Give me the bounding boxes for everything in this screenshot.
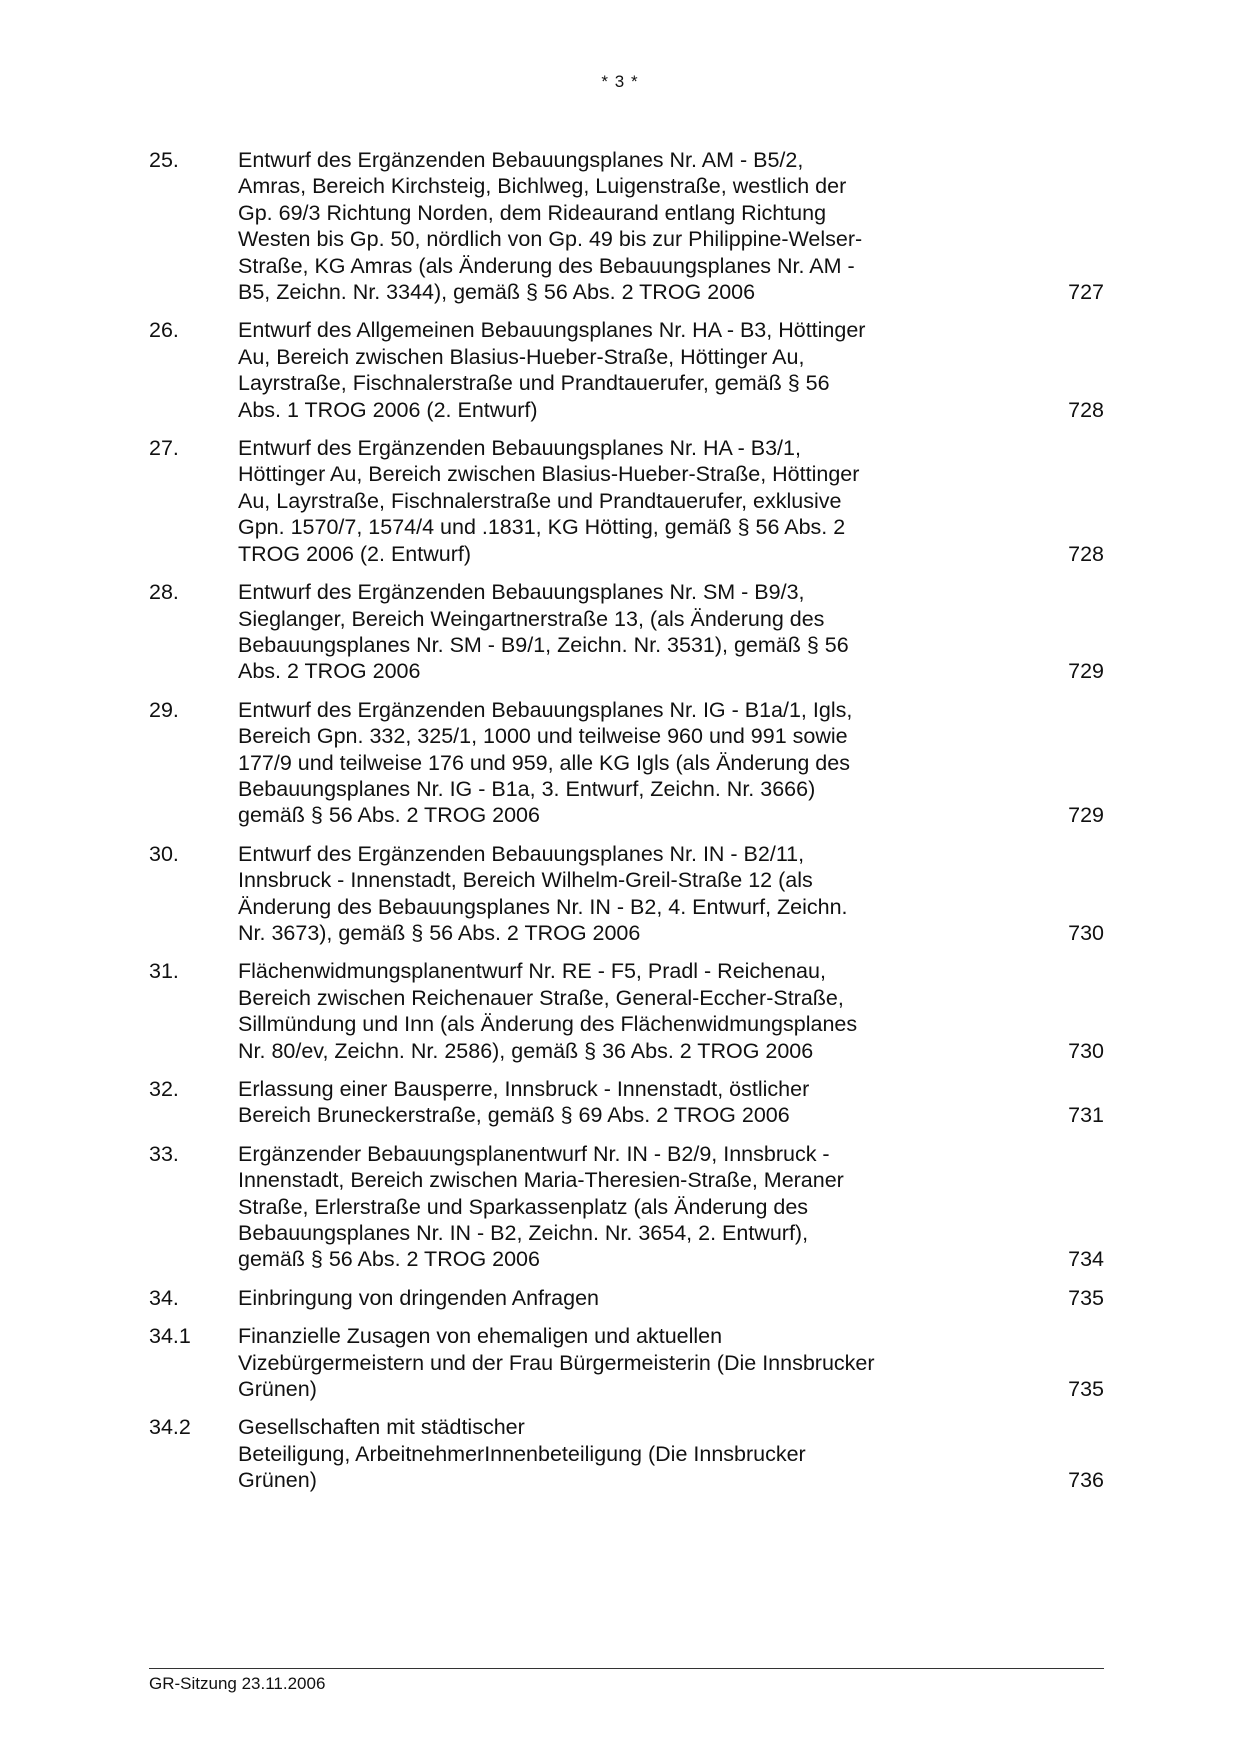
entry-number: 28.	[149, 580, 179, 605]
entry-page-number: 729	[1068, 803, 1104, 828]
entry-title: Entwurf des Ergänzenden Bebauungsplanes Nr. IN - B2/11, Innsbruck - Innenstadt, Bereich Wilhelm-Greil-Straße 12 (als Änderung des Bebauungsplanes Nr. IN - B2, 4. Entwurf, Zeichn. Nr. 3673), gemäß § 56 Abs. 2 TROG 2006	[238, 841, 848, 945]
entry-title: Ergänzender Bebauungsplanentwurf Nr. IN - B2/9, Innsbruck - Innenstadt, Bereich zwischen Maria-Theresien-Straße, Meraner Straße, Erlerstraße und Sparkassenplatz (als Änderung des Bebauungsplanes Nr. IN - B2, Zeichn. Nr. 3654, 2. Entwurf), gemäß § 56 Abs. 2 TROG 2006	[238, 1141, 844, 1272]
entry-page-number: 729	[1068, 659, 1104, 684]
entry-number: 27.	[149, 436, 179, 461]
entry-title: Erlassung einer Bausperre, Innsbruck - Innenstadt, östlicher Bereich Bruneckerstraße, gemäß § 69 Abs. 2 TROG 2006	[238, 1077, 810, 1128]
entry-number: 31.	[149, 959, 179, 984]
entry-page-number: 735	[1068, 1377, 1104, 1402]
entry-page-number: 735	[1068, 1285, 1104, 1310]
toc-entry-27	[149, 435, 1111, 567]
toc-entry-34	[149, 1285, 1111, 1311]
toc-entry-33	[149, 1141, 1111, 1273]
entry-number: 34.1	[149, 1324, 191, 1349]
entry-title: Entwurf des Ergänzenden Bebauungsplanes Nr. SM - B9/3, Sieglanger, Bereich Weingartnerstraße 13, (als Änderung des Bebauungsplanes Nr. SM - B9/1, Zeichn. Nr. 3531), gemäß § 56 Abs. 2 TROG 2006	[238, 580, 849, 684]
entry-title: Entwurf des Ergänzenden Bebauungsplanes Nr. AM - B5/2, Amras, Bereich Kirchsteig, Bichlweg, Luigenstraße, westlich der Gp. 69/3 Richtung Norden, dem Rideaurand entlang Richtung Westen bis Gp. 50, nördlich von Gp. 49 bis zur Philippine-Welser- Straße, KG Amras (als Änderung des Bebauungsplanes Nr. AM - B5, Zeichn. Nr. 3344), gemäß § 56 Abs. 2 TROG 2006	[238, 148, 863, 305]
toc-entry-26	[149, 317, 1111, 423]
toc-entry-32	[149, 1076, 1111, 1129]
entry-number: 33.	[149, 1141, 179, 1166]
entry-page-number: 734	[1068, 1247, 1104, 1272]
toc-entry-25	[149, 147, 1111, 305]
entry-page-number: 730	[1068, 920, 1104, 945]
entry-title: Gesellschaften mit städtischer Beteiligung, ArbeitnehmerInnenbeteiligung (Die Innsbrucker Grünen)	[238, 1415, 806, 1493]
entry-title: Entwurf des Ergänzenden Bebauungsplanes Nr. IG - B1a/1, Igls, Bereich Gpn. 332, 325/1, 1000 und teilweise 960 und 991 sowie 177/9 und teilweise 176 und 959, alle KG Igls (als Änderung des Bebauungsplanes Nr. IG - B1a, 3. Entwurf, Zeichn. Nr. 3666) gemäß § 56 Abs. 2 TROG 2006	[238, 697, 853, 828]
page-number: * 3 *	[601, 72, 639, 91]
entry-number: 26.	[149, 318, 179, 343]
toc-entry-31	[149, 958, 1111, 1064]
toc-entry-30	[149, 841, 1111, 947]
entry-page-number: 728	[1068, 397, 1104, 422]
toc-entry-34-1	[149, 1323, 1111, 1402]
entry-title: Finanzielle Zusagen von ehemaligen und aktuellen Vizebürgermeistern und der Frau Bürgermeisterin (Die Innsbrucker Grünen)	[238, 1324, 875, 1402]
entry-number: 30.	[149, 841, 179, 866]
footer-meeting-date: GR-Sitzung 23.11.2006	[149, 1674, 326, 1693]
entry-number: 25.	[149, 148, 179, 172]
entry-number: 32.	[149, 1077, 179, 1101]
entry-page-number: 730	[1068, 1038, 1104, 1063]
entry-title: Entwurf des Ergänzenden Bebauungsplanes Nr. HA - B3/1, Höttinger Au, Bereich zwischen Blasius-Hueber-Straße, Höttinger Au, Layrstraße, Fischnalerstraße und Prandtauerufer, exklusive Gpn. 1570/7, 1574/4 und .1831, KG Hötting, gemäß § 56 Abs. 2 TROG 2006 (2. Entwurf)	[238, 436, 860, 566]
toc-entry-28	[149, 579, 1111, 685]
entry-title: Flächenwidmungsplanentwurf Nr. RE - F5, Pradl - Reichenau, Bereich zwischen Reichenauer Straße, General-Eccher-Straße, Sillmündung und Inn (als Änderung des Flächenwidmungsplanes Nr. 80/ev, Zeichn. Nr. 2586), gemäß § 36 Abs. 2 TROG 2006	[238, 959, 858, 1063]
table-of-contents	[149, 147, 1111, 1506]
entry-title: Einbringung von dringenden Anfragen	[238, 1285, 600, 1310]
entry-page-number: 728	[1068, 541, 1104, 566]
footer-divider	[149, 1668, 1104, 1669]
entry-page-number: 736	[1068, 1468, 1104, 1493]
entry-title: Entwurf des Allgemeinen Bebauungsplanes Nr. HA - B3, Höttinger Au, Bereich zwischen Blasius-Hueber-Straße, Höttinger Au, Layrstraße, Fischnalerstraße und Prandtauerufer, gemäß § 56 Abs. 1 TROG 2006 (2. Entwurf)	[238, 318, 866, 422]
toc-entry-34-2	[149, 1414, 1111, 1493]
entry-number: 34.	[149, 1285, 179, 1310]
entry-number: 29.	[149, 697, 179, 722]
entry-page-number: 731	[1068, 1103, 1104, 1128]
toc-entry-29	[149, 697, 1111, 829]
entry-number: 34.2	[149, 1415, 191, 1440]
entry-page-number: 727	[1068, 280, 1104, 305]
